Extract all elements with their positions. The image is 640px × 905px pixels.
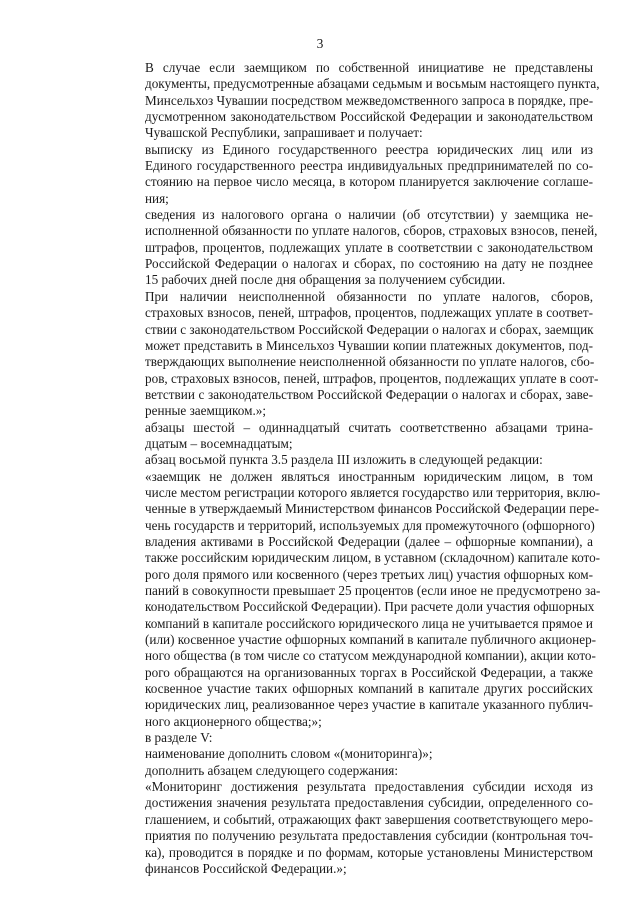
text-line: абзацы шестой – одиннадцатый считать соответственно абзацами трина- — [145, 419, 593, 435]
text-line: Российской Федерации о налогах и сборах, по состоянию на дату не позднее — [145, 256, 593, 272]
text-line: штрафов, процентов, подлежащих уплате в соответствии с законодательством — [145, 239, 593, 255]
paragraph — [119, 746, 593, 762]
text-line: рого доля прямого или косвенного (через третьих лиц) участия офшорных ком- — [145, 566, 593, 582]
text-line: стоянию на первое число месяца, в котором планируется заключение соглаше- — [145, 174, 593, 190]
text-line: «заемщик не должен являться иностранным юридическим лицом, в том — [145, 468, 593, 484]
text-line: чень государств и территорий, используемых для промежуточного (офшорного) — [145, 517, 595, 533]
text-line: тверждающих выполнение неисполненной обязанности по уплате налогов, сбо- — [145, 354, 595, 370]
text-line: ного общества (в том числе со статусом международной компании), акции кото- — [145, 648, 596, 664]
text-line: Единого государственного реестра индивидуальных предпринимателей по со- — [145, 158, 593, 174]
text-line: наименование дополнить словом «(мониторинга)»; — [145, 746, 433, 762]
text-line: компаний в капитале российского юридического лица не учитывается прямое и — [145, 615, 593, 631]
text-line: исполненной обязанности по уплате налогов, сборов, страховых взносов, пеней, — [145, 223, 598, 239]
text-line: сведения из налогового органа о наличии (об отсутствии) у заемщика не- — [145, 207, 593, 223]
text-line: страховых взносов, пеней, штрафов, процентов, подлежащих уплате в соответ- — [145, 305, 593, 321]
text-line: ров, страховых взносов, пеней, штрафов, процентов, подлежащих уплате в соот- — [145, 370, 599, 386]
text-line: также российским юридическим лицом, в уставном (складочном) капитале кото- — [145, 550, 601, 566]
text-line: ченные в утверждаемый Министерством финансов Российской Федерации пере- — [145, 501, 600, 517]
text-line: Минсельхоз Чувашии посредством межведомственного запроса в порядке, пре- — [145, 92, 594, 108]
text-line: рого обращаются на организованных торгах в Российской Федерации, а также — [145, 664, 593, 680]
text-line: (или) косвенное участие офшорных компаний в капитале публичного акционер- — [145, 632, 597, 648]
paragraph — [119, 763, 593, 779]
text-line: В случае если заемщиком по собственной инициативе не представлены — [145, 60, 593, 75]
paragraph — [119, 207, 598, 289]
text-line: ного акционерного общества;»; — [145, 713, 322, 729]
text-line: ка), проводится в порядке и по формам, которые установлены Министерством — [145, 844, 593, 860]
paragraph — [119, 730, 593, 746]
text-line: ветствии с законодательством Российской Федерации о налогах и сборах, заве- — [145, 386, 593, 402]
page-number: 3 — [316, 36, 324, 51]
text-line: глашением, и событий, отражающих факт завершения соответствующего меро- — [145, 811, 593, 827]
paragraph — [119, 468, 601, 731]
text-line: финансов Российской Федерации.»; — [145, 860, 347, 876]
text-line: 15 рабочих дней после дня обращения за получением субсидии. — [145, 272, 506, 288]
text-line: дополнить абзацем следующего содержания: — [145, 762, 399, 778]
text-line: конодательством Российской Федерации). При расчете доли участия офшорных — [145, 599, 595, 615]
text-line: владения активами в Российской Федерации (далее – офшорные компании), а — [145, 533, 593, 549]
text-line: ренные заемщиком.»; — [145, 403, 267, 419]
text-line: числе местом регистрации которого является государство или территория, вклю- — [145, 484, 601, 500]
paragraph — [119, 420, 593, 453]
paragraph — [119, 779, 593, 877]
paragraph — [119, 142, 593, 207]
text-line: паний в совокупности превышает 25 процентов (если иное не предусмотрено за- — [145, 583, 601, 598]
text-line: Чувашской Республики, запрашивает и получает: — [145, 125, 423, 141]
text-line: может представить в Минсельхоз Чувашии копии платежных документов, под- — [145, 337, 593, 353]
text-line: юридических лиц, реализованное через участие в капитале указанного публич- — [145, 697, 593, 713]
paragraph — [119, 452, 593, 468]
text-line: косвенное участие таких офшорных компаний в капитале других российских — [145, 681, 593, 697]
text-line: ствии с законодательством Российской Федерации о налогах и сборах, заемщик — [145, 321, 594, 337]
text-line: дусмотренном законодательством Российской Федерации и законодательством — [145, 109, 593, 125]
paragraph — [119, 60, 600, 142]
text-line: «Мониторинг достижения результата предоставления субсидии исходя из — [145, 779, 593, 795]
text-line: документы, предусмотренные абзацами седьмым и восьмым настоящего пункта, — [145, 76, 600, 92]
paragraph — [119, 288, 599, 420]
text-line: выписку из Единого государственного реестра юридических лиц или из — [145, 141, 593, 157]
text-line: абзац восьмой пункта 3.5 раздела III изложить в следующей редакции: — [145, 452, 543, 468]
text-line: приятия по получению результата предоставления субсидии (контрольная точ- — [145, 828, 593, 844]
text-line: дцатым – восемнадцатым; — [145, 435, 293, 451]
text-line: достижения значения результата предоставления субсидии, определенного со- — [145, 795, 593, 811]
text-line: в разделе V: — [145, 730, 213, 746]
document-body — [119, 60, 601, 877]
text-line: ния; — [145, 190, 169, 206]
text-line: При наличии неисполненной обязанности по уплате налогов, сборов, — [145, 288, 593, 304]
